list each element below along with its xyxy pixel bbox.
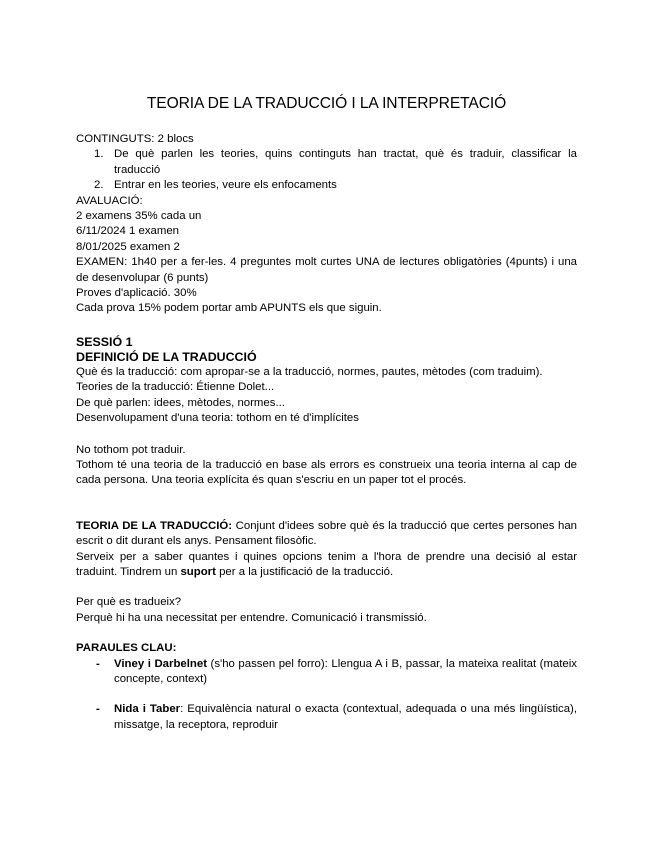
dash-bullet: - xyxy=(96,657,100,670)
teoria-label: TEORIA DE LA TRADUCCIÓ: xyxy=(76,519,233,532)
avaluacio-section xyxy=(76,194,577,317)
perque-answer: Perquè hi ha una necessitat per entendre. Comunicació i transmissió. xyxy=(76,611,427,624)
keyword-text: (s'ho passen pel forro): Llengua A i B, passar, la mateixa realitat (mateix concepte, context) xyxy=(114,657,577,685)
keyword-text: : Equivalència natural o exacta (contextual, adequada o una més lingüística), missatge, la receptora, reproduir xyxy=(114,703,578,731)
teoria-paragraph xyxy=(76,550,577,581)
perque-section xyxy=(76,595,577,626)
list-number: 2. xyxy=(94,179,104,192)
sessio-line: Teories de la traducció: Étienne Dolet... xyxy=(76,381,275,394)
teoria-text: Conjunt d'idees sobre què és la traducció que certes persones han escrit o dit durant els anys. Pensament filosòfic. xyxy=(76,519,577,548)
avaluacio-line: Cada prova 15% podem portar amb APUNTS els que siguin. xyxy=(76,302,382,315)
keyword-name: Nida i Taber xyxy=(114,703,181,716)
document-title: TEORIA DE LA TRADUCCIÓ I LA INTERPRETACIÓ xyxy=(146,95,507,112)
sessio-line: Què és la traducció: com apropar-se a la traducció, normes, pautes, mètodes (com traduim). xyxy=(76,365,543,378)
list-item-text: Entrar en les teories, veure els enfocaments xyxy=(114,179,337,192)
avaluacio-heading: AVALUACIÓ: xyxy=(76,194,143,207)
list-item xyxy=(96,657,577,688)
sessio-line: De què parlen: idees, mètodes, normes... xyxy=(76,396,285,409)
sessio-title: SESSIÓ 1 xyxy=(76,334,133,349)
avaluacio-line: Proves d'aplicació. 30% xyxy=(76,287,197,300)
sessio-paragraph: Tothom té una teoria de la traducció en base als errors es construeix una teoria interna al cap de cada persona. Una teoria explícita és quan s'escriu en un paper tot el procés. xyxy=(76,458,577,487)
avaluacio-line: 6/11/2024 1 examen xyxy=(76,225,180,238)
avaluacio-line: EXAMEN: 1h40 per a fer-les. 4 preguntes molt curtes UNA de lectures obligatòries (4punts) i una de desenvolupar (6 punts) xyxy=(76,256,577,284)
sessio-paragraph: No tothom pot traduir. xyxy=(76,443,186,456)
sessio-line: Desenvolupament d'una teoria: tothom en té d'implícites xyxy=(76,412,359,425)
list-item xyxy=(96,702,578,733)
paraules-section xyxy=(76,641,577,733)
continguts-section xyxy=(76,132,577,194)
paraules-heading: PARAULES CLAU: xyxy=(76,642,177,655)
teoria-section xyxy=(76,519,577,581)
list-item xyxy=(94,147,577,178)
continguts-list xyxy=(76,147,577,193)
dash-bullet: - xyxy=(96,703,100,716)
teoria-paragraph-text: per a la justificació de la traducció. xyxy=(215,565,394,578)
sessio-subtitle: DEFINICIÓ DE LA TRADUCCIÓ xyxy=(76,349,257,364)
teoria-paragraph-text: Serveix per a saber quantes i quines opcions tenim a l'hora de prendre una decisió al estar traduint. Tindrem un xyxy=(76,550,577,578)
avaluacio-line: 2 examens 35% cada un xyxy=(76,210,202,223)
keyword-name: Viney i Darbelnet xyxy=(114,657,207,670)
list-item-text: De què parlen les teories, quins continguts han tractat, què és traduir, classificar la traducció xyxy=(114,148,577,176)
sessio-section xyxy=(76,335,577,489)
paraules-list xyxy=(76,657,577,734)
teoria-definition xyxy=(76,519,577,550)
continguts-heading: CONTINGUTS: 2 blocs xyxy=(76,133,194,145)
avaluacio-line: 8/01/2025 examen 2 xyxy=(76,240,180,253)
list-number: 1. xyxy=(94,148,104,161)
perque-question: Per què es tradueix? xyxy=(76,596,182,609)
teoria-bold-word: suport xyxy=(180,565,216,578)
list-item xyxy=(94,178,577,193)
